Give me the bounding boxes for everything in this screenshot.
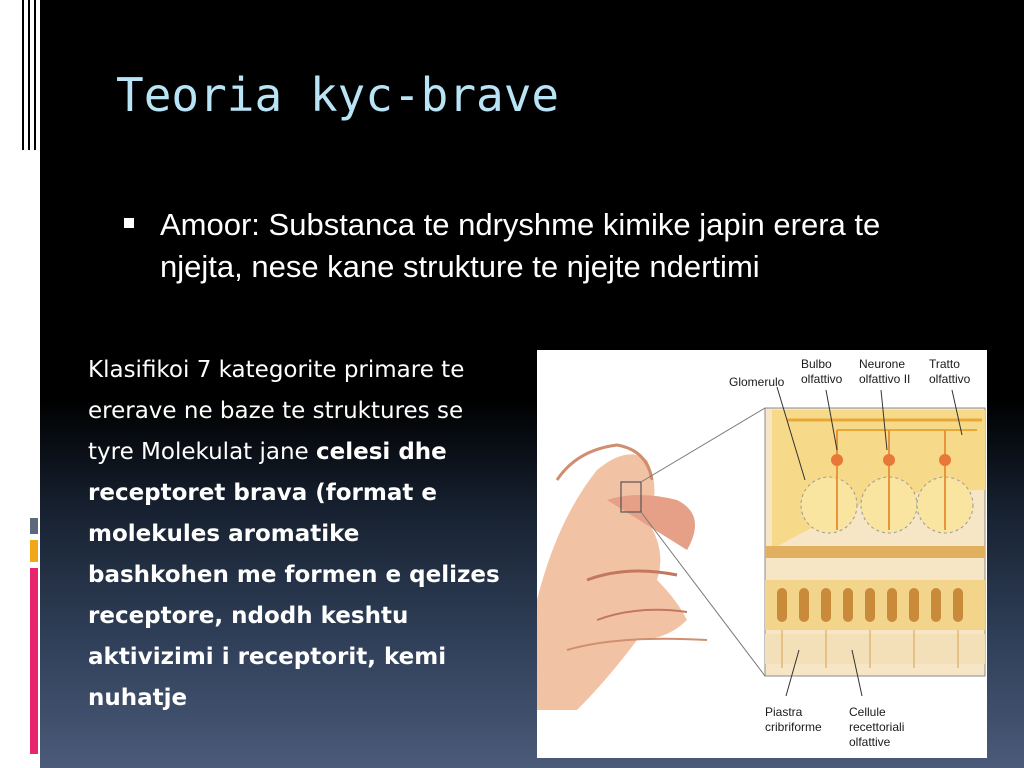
accent-bar-gray — [30, 518, 38, 534]
label-cellule-recettoriali: Cellule recettoriali olfattive — [849, 705, 905, 749]
bullet-text: Amoor: Substanca te ndryshme kimike japin erera te njejta, nese kane strukture te njejte ndertimi — [160, 207, 881, 284]
label-bulbo-olfattivo: Bulbo olfattivo — [801, 357, 843, 386]
body-text-bold: celesi dhe receptoret brava (format e molekules aromatike bashkohen me formen e qelizes receptore, ndodh keshtu aktivizimi i receptorit, kemi nuhatje — [88, 439, 500, 711]
accent-bar-orange — [30, 540, 38, 562]
body-paragraph — [88, 350, 508, 719]
label-neurone-olfattivo: Neurone olfattivo II — [859, 357, 911, 386]
slide-title: Teoria kyc-brave — [116, 68, 560, 122]
label-piastra-cribriforme: Piastra cribriforme — [765, 705, 822, 734]
bullet-square-icon — [124, 218, 134, 228]
label-glomerulo: Glomerulo — [729, 375, 785, 389]
decorative-vertical-lines — [18, 0, 40, 160]
accent-bar-pink — [30, 568, 38, 754]
body-text-normal: Klasifikoi 7 kategorite primare te ererave ne baze te struktures se tyre Molekulat jane — [88, 357, 465, 465]
olfactory-illustration — [537, 350, 987, 758]
olfactory-diagram — [537, 350, 987, 758]
label-tratto-olfattivo: Tratto olfattivo — [929, 357, 971, 386]
